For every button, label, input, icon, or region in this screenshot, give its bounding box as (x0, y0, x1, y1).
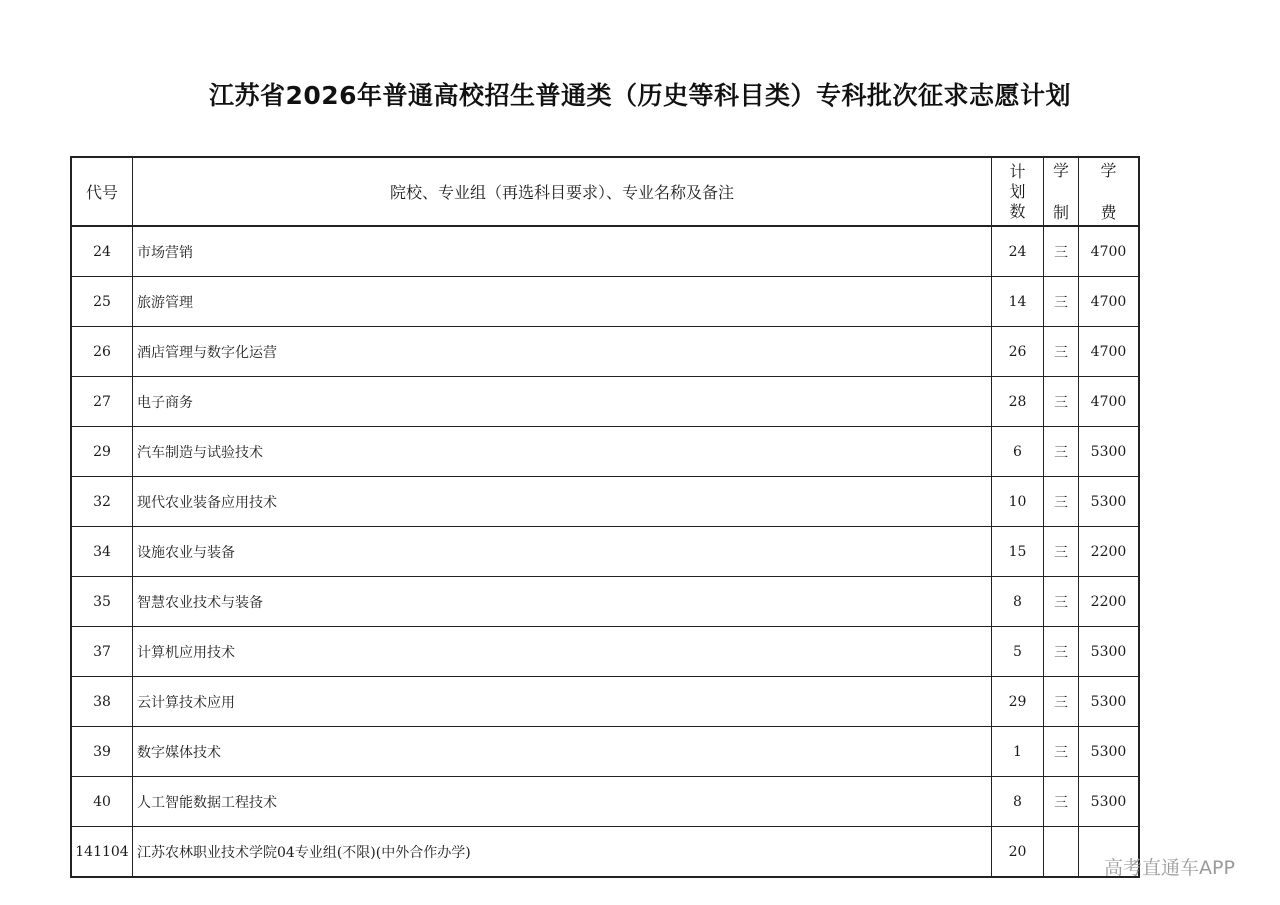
table-header-row (71, 157, 1139, 226)
cell-name: 设施农业与装备 (133, 527, 992, 577)
header-char: 学 (1052, 160, 1069, 180)
cell-name: 电子商务 (133, 377, 992, 427)
table-row (71, 327, 1139, 377)
cell-name: 江苏农林职业技术学院04专业组(不限)(中外合作办学) (133, 827, 992, 878)
cell-name: 人工智能数据工程技术 (133, 777, 992, 827)
table-row (71, 727, 1139, 777)
cell-code: 38 (71, 677, 133, 727)
cell-name: 汽车制造与试验技术 (133, 427, 992, 477)
table-row (71, 827, 1139, 878)
cell-plan: 20 (992, 827, 1044, 878)
cell-name: 数字媒体技术 (133, 727, 992, 777)
cell-fee: 4700 (1079, 327, 1140, 377)
cell-fee: 5300 (1079, 427, 1140, 477)
cell-code: 29 (71, 427, 133, 477)
cell-length: 三 (1044, 627, 1079, 677)
header-char: 计 (1009, 161, 1026, 181)
cell-name: 旅游管理 (133, 277, 992, 327)
cell-code: 39 (71, 727, 133, 777)
cell-name: 智慧农业技术与装备 (133, 577, 992, 627)
cell-plan: 15 (992, 527, 1044, 577)
cell-fee: 5300 (1079, 777, 1140, 827)
cell-fee: 4700 (1079, 377, 1140, 427)
table-row (71, 277, 1139, 327)
cell-fee: 4700 (1079, 226, 1140, 277)
cell-plan: 5 (992, 627, 1044, 677)
cell-plan: 29 (992, 677, 1044, 727)
header-code: 代号 (71, 157, 133, 226)
table-row (71, 226, 1139, 277)
cell-name: 市场营销 (133, 226, 992, 277)
cell-code: 32 (71, 477, 133, 527)
table-row (71, 477, 1139, 527)
table-row (71, 627, 1139, 677)
table-row (71, 677, 1139, 727)
cell-plan: 24 (992, 226, 1044, 277)
table-row (71, 777, 1139, 827)
cell-code: 24 (71, 226, 133, 277)
header-char: 费 (1100, 203, 1117, 223)
cell-code: 27 (71, 377, 133, 427)
header-fee (1079, 157, 1140, 226)
table-row (71, 577, 1139, 627)
cell-fee: 2200 (1079, 527, 1140, 577)
cell-length: 三 (1044, 477, 1079, 527)
cell-length: 三 (1044, 727, 1079, 777)
cell-code: 40 (71, 777, 133, 827)
cell-fee: 5300 (1079, 727, 1140, 777)
watermark: 高考直通车APP (1104, 857, 1235, 879)
cell-code: 141104 (71, 827, 133, 878)
header-char: 制 (1052, 203, 1069, 223)
cell-length: 三 (1044, 677, 1079, 727)
header-char: 学 (1100, 160, 1117, 180)
cell-length: 三 (1044, 527, 1079, 577)
cell-plan: 1 (992, 727, 1044, 777)
cell-length (1044, 827, 1079, 878)
cell-length: 三 (1044, 777, 1079, 827)
cell-length: 三 (1044, 277, 1079, 327)
cell-length: 三 (1044, 327, 1079, 377)
cell-fee: 4700 (1079, 277, 1140, 327)
cell-name: 云计算技术应用 (133, 677, 992, 727)
cell-name: 现代农业装备应用技术 (133, 477, 992, 527)
cell-plan: 8 (992, 777, 1044, 827)
cell-plan: 28 (992, 377, 1044, 427)
cell-code: 25 (71, 277, 133, 327)
cell-plan: 26 (992, 327, 1044, 377)
cell-code: 26 (71, 327, 133, 377)
cell-fee: 5300 (1079, 677, 1140, 727)
cell-length: 三 (1044, 577, 1079, 627)
cell-code: 35 (71, 577, 133, 627)
cell-name: 酒店管理与数字化运营 (133, 327, 992, 377)
header-plan (992, 157, 1044, 226)
cell-plan: 6 (992, 427, 1044, 477)
page-title: 江苏省2026年普通高校招生普通类（历史等科目类）专科批次征求志愿计划 (208, 81, 1072, 110)
header-length (1044, 157, 1079, 226)
header-char: 数 (1009, 201, 1026, 221)
header-name: 院校、专业组（再选科目要求）、专业名称及备注 (133, 157, 992, 226)
cell-plan: 8 (992, 577, 1044, 627)
header-char: 划 (1009, 181, 1026, 201)
enrollment-plan-table (70, 156, 1140, 878)
cell-fee: 2200 (1079, 577, 1140, 627)
cell-plan: 10 (992, 477, 1044, 527)
cell-fee: 5300 (1079, 477, 1140, 527)
cell-plan: 14 (992, 277, 1044, 327)
table-row (71, 527, 1139, 577)
cell-length: 三 (1044, 427, 1079, 477)
table-row (71, 427, 1139, 477)
cell-length: 三 (1044, 226, 1079, 277)
cell-code: 37 (71, 627, 133, 677)
table-row (71, 377, 1139, 427)
cell-code: 34 (71, 527, 133, 577)
cell-length: 三 (1044, 377, 1079, 427)
cell-name: 计算机应用技术 (133, 627, 992, 677)
cell-fee: 5300 (1079, 627, 1140, 677)
